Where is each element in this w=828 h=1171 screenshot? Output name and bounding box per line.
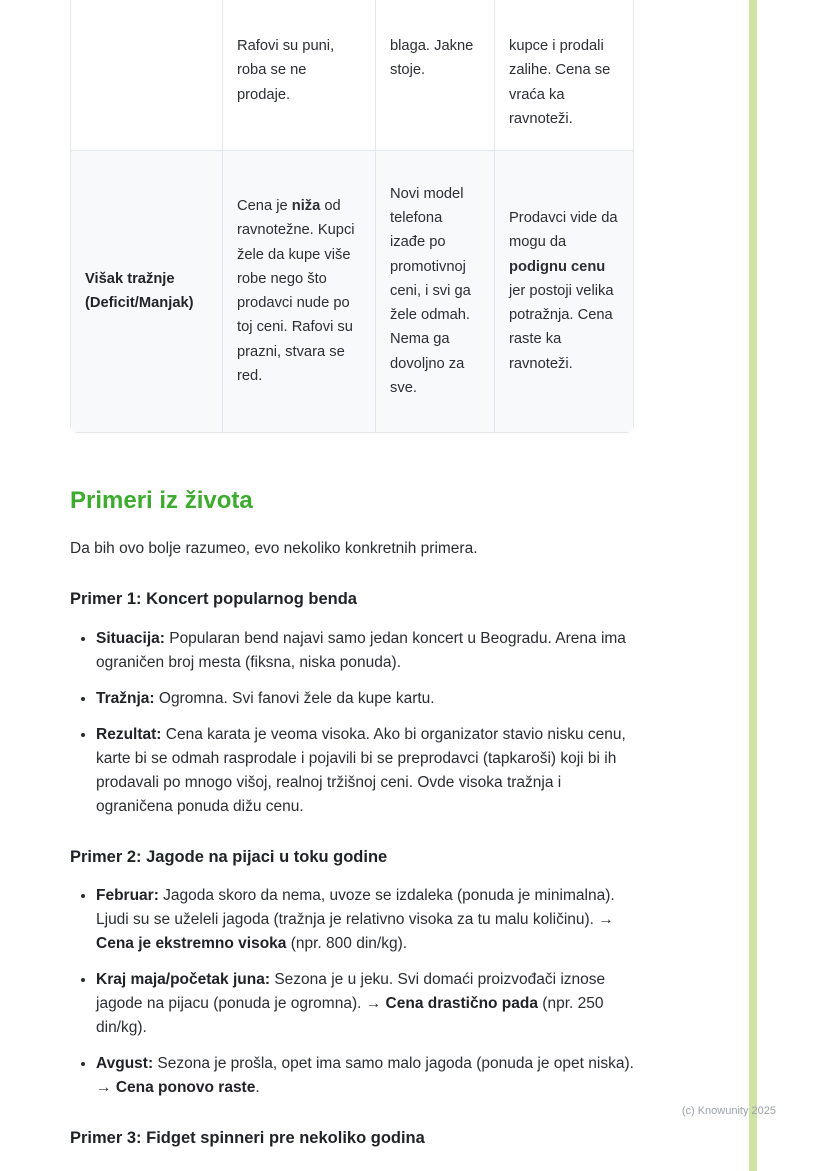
bold-text: Cena drastično pada — [385, 995, 538, 1013]
primer3-heading: Primer 3: Fidget spinneri pre nekoliko godina — [70, 1129, 425, 1148]
text: Sezona je u jeku. Svi domaći proizvođači iznose jagode na pijacu (ponuda je ogromna). → — [96, 971, 606, 1013]
list-item-situacija — [96, 627, 634, 675]
text: Popularan bend najavi samo jedan koncert u Beogradu. Arena ima ograničen broj mesta (fiksna, niska ponuda). — [96, 629, 626, 671]
cell-text: kupce i prodali zalihe. Cena se vraća ka ravnoteži. — [509, 38, 611, 127]
text: . — [255, 1079, 260, 1097]
list-item-rezultat — [96, 723, 634, 819]
text: Sezona je prošla, opet ima samo malo jagoda (ponuda je opet niska). → — [96, 1055, 634, 1097]
table — [70, 0, 634, 433]
cell-description — [223, 0, 376, 150]
cell-text: Višak tražnje (Deficit/Manjak) — [85, 270, 194, 311]
table-row-excess-demand — [71, 150, 634, 432]
primer2-list — [70, 884, 634, 1100]
market-comparison-table — [70, 0, 634, 433]
cell-example — [376, 0, 495, 150]
text: Ogromna. Svi fanovi žele da kupe kartu. — [154, 689, 435, 707]
bold-text: Cena je ekstremno visoka — [96, 935, 287, 953]
primer2-heading: Primer 2: Jagode na pijaci u toku godine — [70, 847, 388, 866]
table-row-partial — [71, 0, 634, 150]
list-item-kraj-maja — [96, 968, 634, 1040]
cell-outcome — [495, 150, 634, 432]
bold-text: Tražnja: — [96, 689, 155, 707]
text: (npr. 800 din/kg). — [286, 935, 408, 953]
cell-term — [71, 150, 223, 432]
cell-description — [223, 150, 376, 432]
page-edge-accent-bar — [749, 0, 757, 1171]
cell-text: Rafovi su puni, roba se ne prodaje. — [237, 38, 335, 103]
copyright-watermark: (c) Knowunity 2025 — [681, 1105, 776, 1117]
bold-text: Februar: — [96, 887, 159, 905]
document-content — [70, 0, 634, 1150]
cell-text: Prodavci vide da mogu da — [509, 210, 618, 251]
primer1-heading: Primer 1: Koncert popularnog benda — [70, 590, 357, 609]
bold-text: Rezultat: — [96, 725, 162, 743]
bold-text: niža — [291, 198, 321, 214]
text: Jagoda skoro da nema, uvoze se izdaleka (ponuda je minimalna). Ljudi su se uželeli jagoda (tražnja je relativno visoka za tu malu količinu). → — [96, 887, 615, 929]
cell-example — [376, 150, 495, 432]
text: Cena karata je veoma visoka. Ako bi organizator stavio nisku cenu, karte bi se odmah rasprodale i pojavili bi se preprodavci (tapkaroši) koji bi ih prodavali po mnogo višoj, realnoj tržišnoj ceni. Ovde visoka tražnja i ograničena ponuda dižu cenu. — [96, 725, 626, 815]
cell-text: Cena je — [237, 198, 292, 214]
list-item-februar — [96, 884, 634, 956]
cell-text: Novi model telefona izađe po promotivnoj ceni, i svi ga žele odmah. Nema ga dovoljno za sve. — [390, 185, 471, 396]
list-item-avgust — [96, 1052, 634, 1100]
bold-text: Situacija: — [96, 629, 165, 647]
intro-paragraph: Da bih ovo bolje razumeo, evo nekoliko konkretnih primera. — [70, 540, 478, 558]
cell-outcome — [495, 0, 634, 150]
cell-text: od ravnotežne. Kupci žele da kupe više robe nego što prodavci nude po toj ceni. Rafovi su prazni, stvara se red. — [237, 198, 355, 384]
cell-term-empty — [71, 0, 223, 150]
cell-text: jer postoji velika potražnja. Cena raste ka ravnoteži. — [509, 282, 614, 372]
section-heading-primeri-iz-zivota: Primeri iz života — [70, 486, 253, 514]
bold-text: Cena ponovo raste — [115, 1079, 256, 1097]
bold-text: Kraj maja/početak juna: — [96, 971, 271, 989]
bold-text: Avgust: — [96, 1055, 154, 1073]
primer1-list — [70, 627, 634, 819]
cell-text: blaga. Jakne stoje. — [390, 38, 474, 79]
bold-text: podignu cenu — [509, 258, 606, 275]
text: (npr. 250 din/kg). — [96, 995, 604, 1037]
list-item-traznja — [96, 687, 634, 711]
